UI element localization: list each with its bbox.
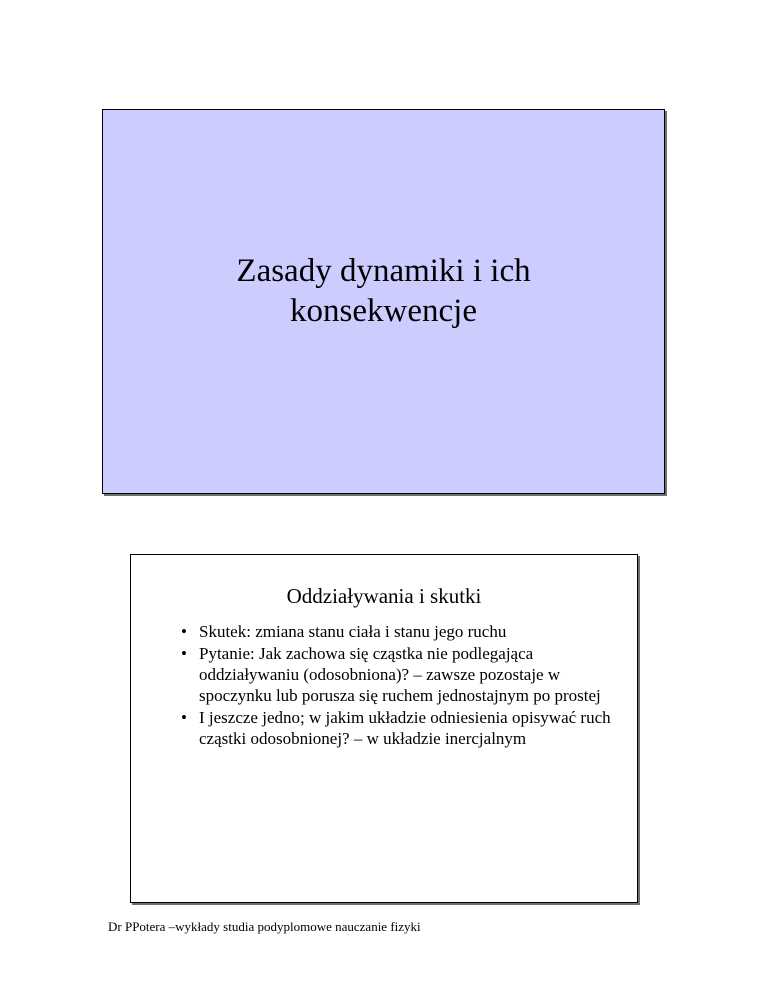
title-line-1: Zasady dynamiki i ich [236,253,531,289]
slide-title [102,109,665,494]
bullet-list [175,621,625,750]
slide-1-title [103,251,664,331]
bullet-item: • I jeszcze jedno; w jakim układzie odniesienia opisywać ruch cząstki odosobnionej? – w układzie inercjalnym [175,707,625,749]
page-footer: Dr PPotera –wykłady studia podyplomowe nauczanie fizyki [108,919,421,934]
slide-2-title: Oddziaływania i skutki [286,584,482,608]
bullet-item: • Pytanie: Jak zachowa się cząstka nie podlegająca oddziaływaniu (odosobniona)? – zawsze pozostaje w spoczynku lub porusza się ruchem jednostajnym po prostej [175,643,625,706]
title-line-2: konsekwencje [290,293,477,329]
slide-content [130,554,638,903]
bullet-item: • Skutek: zmiana stanu ciała i stanu jego ruchu [175,621,625,642]
